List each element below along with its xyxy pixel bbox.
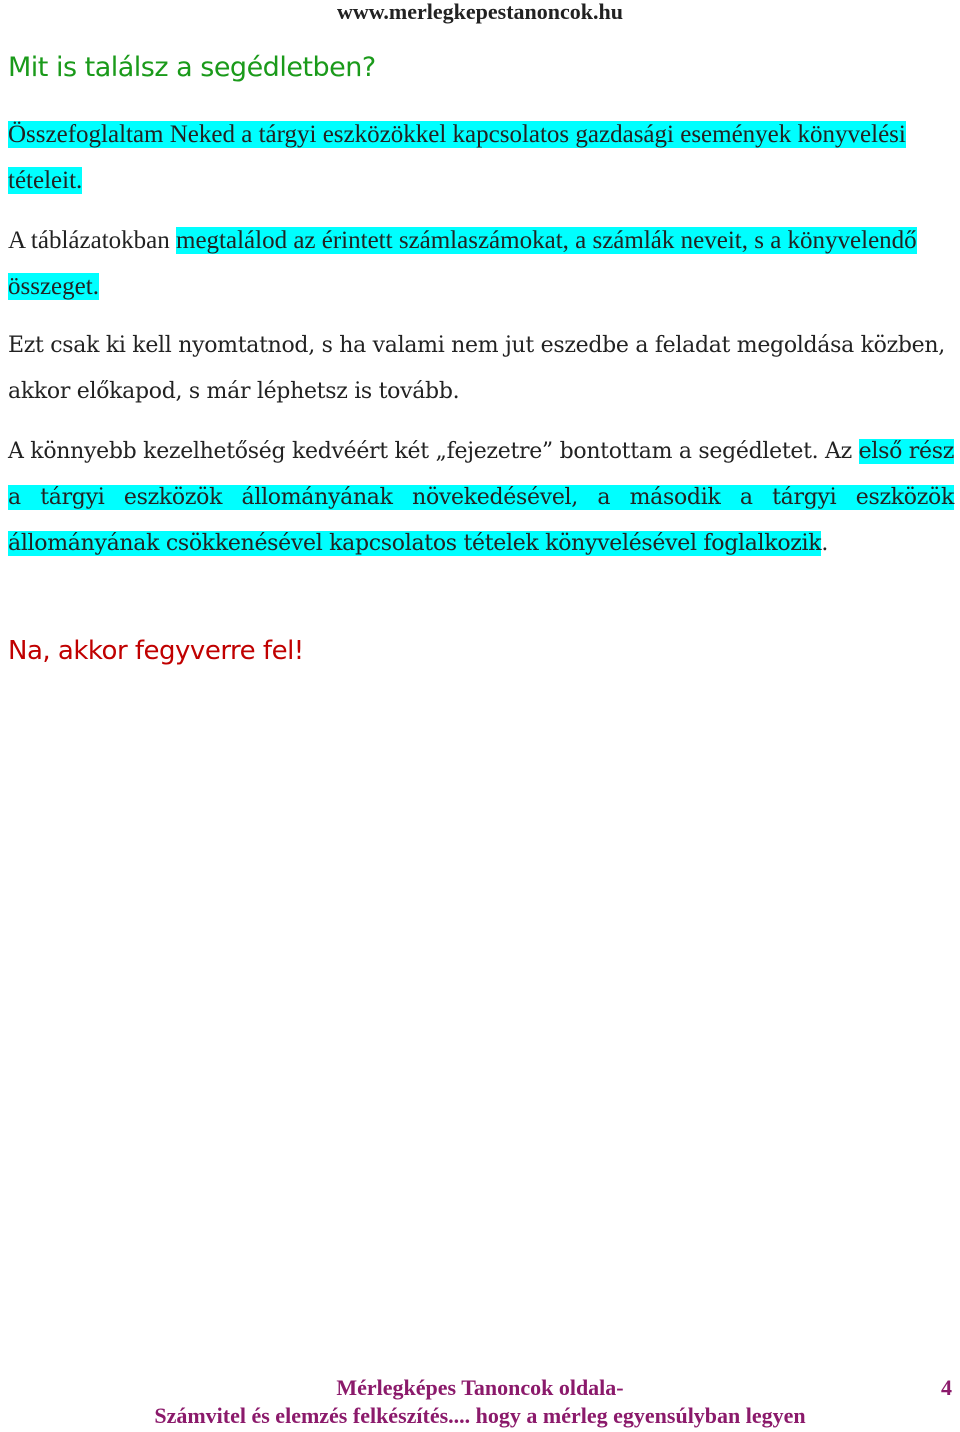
header-url: www.merlegkepestanoncok.hu [336,0,623,24]
closing-line: Na, akkor fegyverre fel! [8,636,304,666]
chapters-end: . [821,531,829,556]
footer-site-name: Mérlegképes Tanoncok oldala- [336,1375,624,1400]
page-number: 4 [941,1375,952,1400]
highlight-chapters: első rész a tárgyi eszközök állományának növekedésével, a második a tárgyi eszközök állományának csökkenésével kapcsolatos tételek könyvelésével foglalkozik [8,439,954,556]
paragraph-tables [8,218,954,310]
chapters-text: A könnyebb kezelhetőség kedvéért két „fejezetre” bontottam a segédletet. Az [8,439,859,464]
highlight-tables: megtalálod az érintett számlaszámokat, a számlák neveit, s a könyvelendő összeget. [8,227,917,300]
footer-tagline: Számvitel és elemzés felkészítés.... hogy a mérleg egyensúlyban legyen [154,1403,806,1428]
highlight-summary: Összefoglaltam Neked a tárgyi eszközökkel kapcsolatos gazdasági események könyvelési tételeit. [8,121,906,194]
paragraph-chapters [8,429,954,567]
paragraph-print: Ezt csak ki kell nyomtatnod, s ha valami nem jut eszedbe a feladat megoldása közben, akkor előkapod, s már léphetsz is tovább. [8,333,945,404]
paragraph-summary [8,112,954,204]
tables-text: A táblázatokban [8,227,176,254]
section-title: Mit is találsz a segédletben? [8,52,376,83]
